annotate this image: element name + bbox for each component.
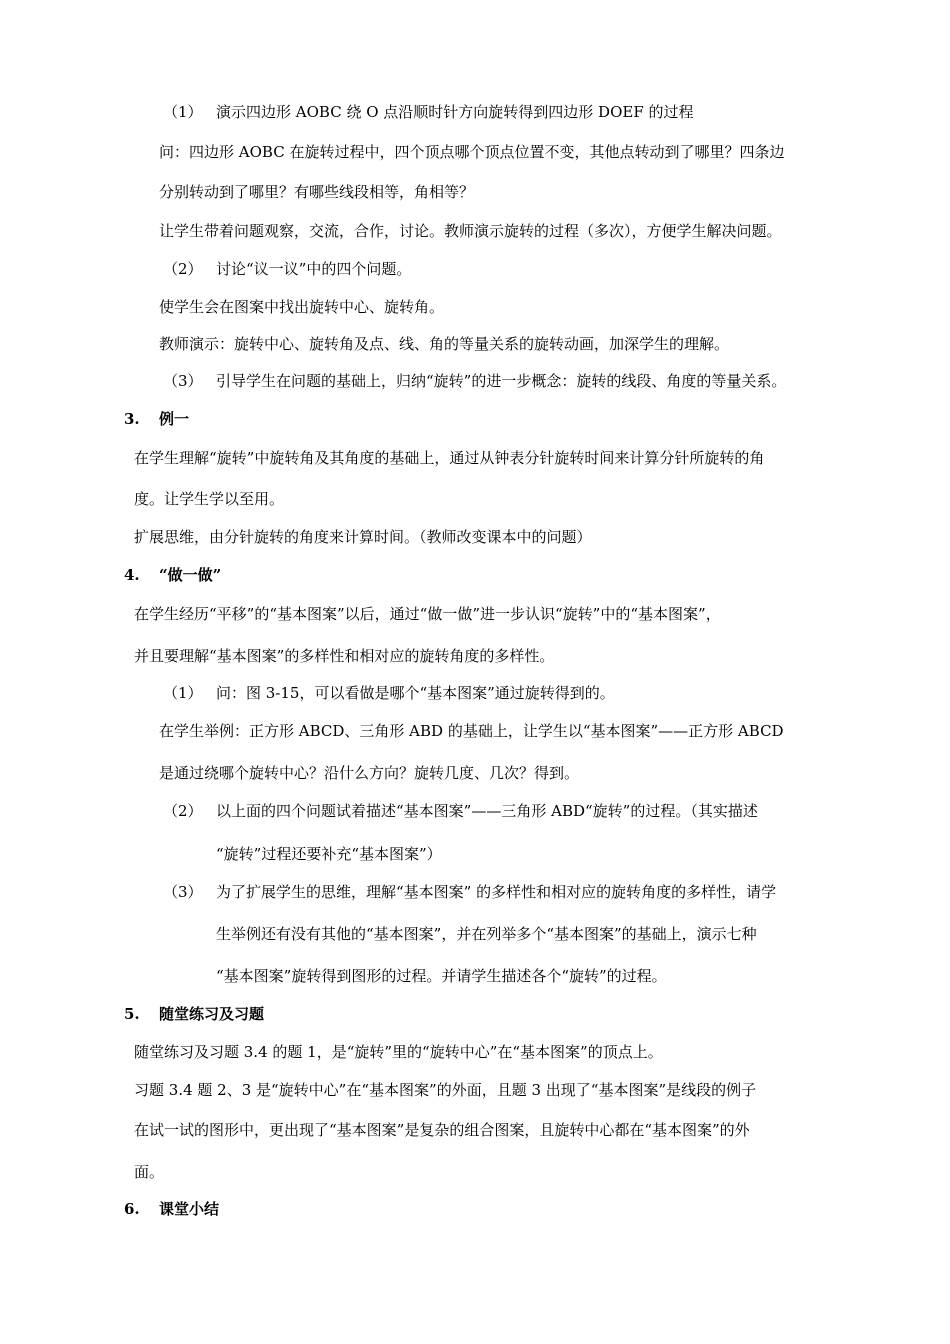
- item-text: 以上面的四个问题试着描述“基本图案”——三角形 ABD“旋转”的过程。（其实描述: [216, 802, 758, 820]
- paragraph-line: 让学生带着问题观察，交流，合作，讨论。教师演示旋转的过程（多次），方便学生解决问题。: [159, 222, 782, 240]
- item-text: “基本图案”旋转得到图形的过程。并请学生描述各个“旋转”的过程。: [216, 967, 667, 985]
- section-number: 3.: [124, 410, 140, 428]
- item-number: （1）: [163, 684, 203, 702]
- paragraph-line: 分别转动到了哪里？有哪些线段相等，角相等？: [159, 183, 475, 201]
- paragraph-line: 面。: [134, 1163, 165, 1181]
- item-number: （3）: [163, 372, 203, 390]
- item-text: 生举例还有没有其他的“基本图案”，并在列举多个“基本图案”的基础上，演示七种: [216, 925, 757, 943]
- paragraph-line: 教师演示：旋转中心、旋转角及点、线、角的等量关系的旋转动画，加深学生的理解。: [159, 335, 730, 353]
- section-number: 4.: [124, 566, 140, 584]
- paragraph-line: 扩展思维，由分针旋转的角度来计算时间。（教师改变课本中的问题）: [134, 528, 592, 546]
- item-text: “旋转”过程还要补充“基本图案”）: [216, 845, 442, 863]
- item-number: （1）: [163, 103, 203, 121]
- section-number: 5.: [124, 1005, 140, 1023]
- section-title: 随堂练习及习题: [159, 1005, 265, 1023]
- section-title: “做一做”: [159, 566, 222, 584]
- paragraph-line: 随堂练习及习题 3.4 的题 1，是“旋转”里的“旋转中心”在“基本图案”的顶点上。: [134, 1043, 663, 1061]
- paragraph-line: 在学生理解“旋转”中旋转角及其角度的基础上，通过从钟表分针旋转时间来计算分针所旋转的角: [134, 449, 765, 467]
- item-text: 为了扩展学生的思维，理解“基本图案” 的多样性和相对应的旋转角度的多样性，请学: [216, 883, 777, 901]
- item-number: （2）: [163, 802, 203, 820]
- paragraph-line: 在学生举例：正方形 ABCD、三角形 ABD 的基础上，让学生以“基本图案”——正方形 ABCD: [159, 722, 784, 740]
- paragraph-line: 在试一试的图形中，更出现了“基本图案”是复杂的组合图案，且旋转中心都在“基本图案”的外: [134, 1121, 750, 1139]
- item-text: 引导学生在问题的基础上，归纳“旋转”的进一步概念：旋转的线段、角度的等量关系。: [216, 372, 787, 390]
- paragraph-line: 使学生会在图案中找出旋转中心、旋转角。: [159, 298, 445, 316]
- item-text: 讨论“议一议”中的四个问题。: [216, 260, 412, 278]
- paragraph-line: 在学生经历“平移”的“基本图案”以后，通过“做一做”进一步认识“旋转”中的“基本图案”，: [134, 605, 721, 623]
- section-title: 课堂小结: [159, 1200, 220, 1218]
- item-text: 问：图 3-15，可以看做是哪个“基本图案”通过旋转得到的。: [216, 684, 615, 702]
- item-number: （3）: [163, 883, 203, 901]
- paragraph-line: 问：四边形 AOBC 在旋转过程中，四个顶点哪个顶点位置不变，其他点转动到了哪里？四条边: [159, 143, 785, 161]
- paragraph-line: 习题 3.4 题 2、3 是“旋转中心”在“基本图案”的外面，且题 3 出现了“基本图案”是线段的例子: [134, 1081, 757, 1099]
- item-number: （2）: [163, 260, 203, 278]
- section-title: 例一: [159, 410, 190, 428]
- paragraph-line: 并且要理解“基本图案”的多样性和相对应的旋转角度的多样性。: [134, 647, 555, 665]
- item-text: 演示四边形 AOBC 绕 O 点沿顺时针方向旋转得到四边形 DOEF 的过程: [216, 103, 694, 121]
- paragraph-line: 度。让学生学以至用。: [134, 490, 285, 508]
- paragraph-line: 是通过绕哪个旋转中心？沿什么方向？旋转几度、几次？得到。: [159, 764, 580, 782]
- section-number: 6.: [124, 1200, 140, 1218]
